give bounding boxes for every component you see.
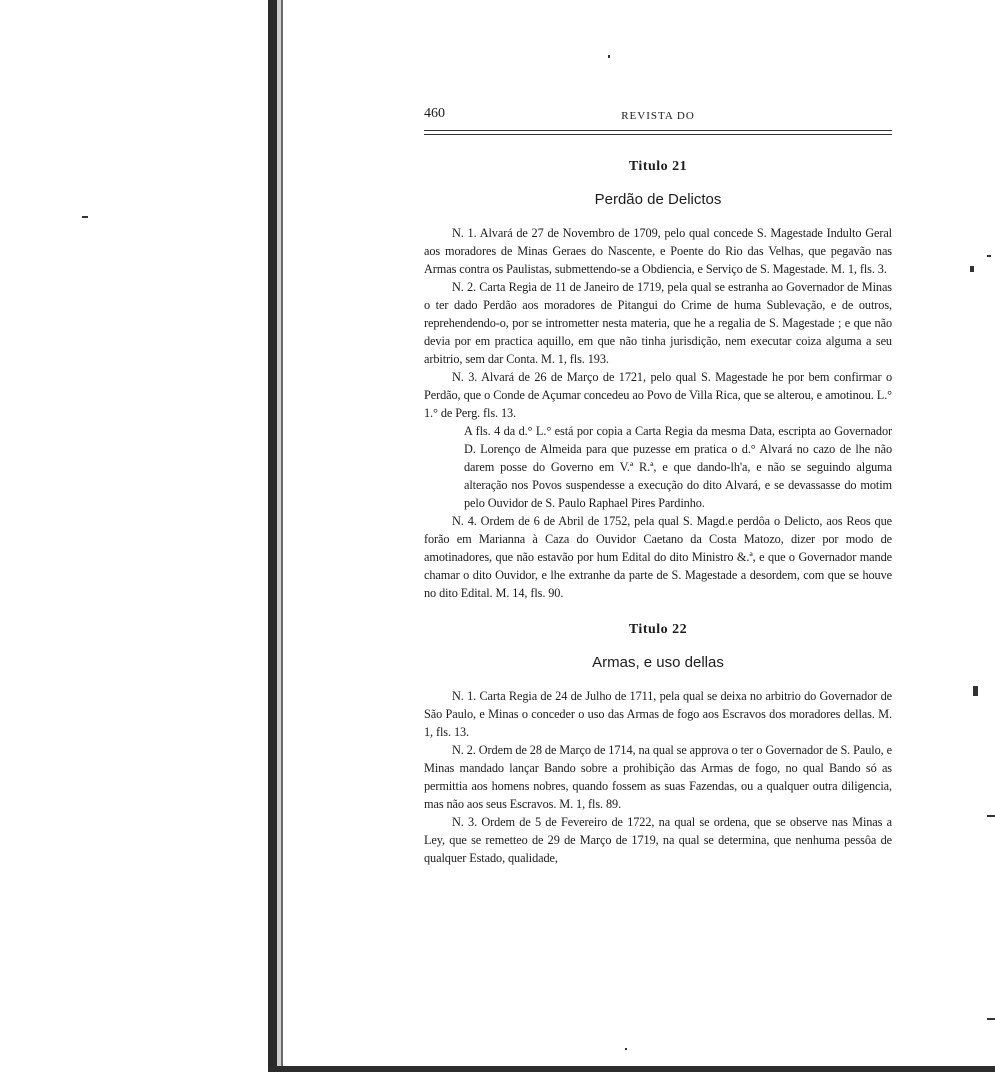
scan-speck: [625, 1048, 627, 1050]
book-gutter-shadow: [268, 0, 277, 1072]
scan-speck: [970, 266, 974, 272]
header-rule: [424, 130, 892, 135]
scan-speck: [82, 216, 88, 218]
scan-speck: [973, 686, 978, 696]
page-header: [424, 100, 892, 130]
book-gutter-edge: [281, 0, 283, 1072]
scan-bottom-edge: [268, 1066, 995, 1072]
section-title: Titulo 22: [628, 622, 688, 637]
scan-speck: [987, 1018, 995, 1020]
paragraph: N. 1. Carta Regia de 24 de Julho de 1711, pela qual se deixa no arbitrio do Governador de São Paulo, e Minas o conceder o uso das Armas de fogo aos Escravos dos moradores dellas. M. 1, fls. 13.: [424, 689, 892, 739]
section-subtitle: Perdão de Delictos: [594, 191, 722, 208]
blank-left-area: [0, 0, 268, 1072]
scan-speck: [987, 255, 991, 257]
paragraph: N. 4. Ordem de 6 de Abril de 1752, pela qual S. Magd.e perdôa o Delicto, aos Reos que forão em Marianna à Caza do Ouvidor Caetano da Costa Matozo, dizer por modo de amotinadores, que não estavão por hum Edital do dito Ministro &.ª, e que o Governador mande chamar o dito Ouvidor, e lhe extranhe da parte de S. Magestade a desordem, com que se houve no dito Edital. M. 14, fls. 90.: [424, 514, 892, 600]
scan-speck: [987, 815, 995, 817]
section-title: Titulo 21: [628, 159, 688, 174]
scan-speck: [608, 55, 610, 58]
document-page: [424, 100, 892, 867]
paragraph: N. 1. Alvará de 27 de Novembro de 1709, pelo qual concede S. Magestade Indulto Geral aos moradores de Minas Geraes do Nascente, e Poente do Rio das Velhas, que pegavão nas Armas contra os Paulistas, submettendo-se a Obdiencia, e Serviço de S. Magestade. M. 1, fls. 3.: [424, 226, 892, 276]
running-head: REVISTA DO: [621, 110, 695, 122]
page-number: 460: [424, 106, 445, 121]
paragraph: N. 2. Ordem de 28 de Março de 1714, na qual se approva o ter o Governador de S. Paulo, e Minas mandado lançar Bando sobre a prohibição das Armas de fogo, no qual Bando só as permittia aos homens nobres, quando fossem as suas Fazendas, ou a qualquer outra diligencia, mas não aos seus Escravos. M. 1, fls. 89.: [424, 743, 892, 811]
section-subtitle: Armas, e uso dellas: [592, 654, 724, 671]
paragraph: N. 3. Alvará de 26 de Março de 1721, pelo qual S. Magestade he por bem confirmar o Perdão, que o Conde de Açumar concedeu ao Povo de Villa Rica, que se alterou, e amotinou. L.° 1.° de Perg. fls. 13.: [424, 370, 892, 420]
paragraph: N. 3. Ordem de 5 de Fevereiro de 1722, na qual se ordena, que se observe nas Minas a Ley, que se remetteo de 29 de Março de 1719, na qual se determina, que nenhuma pessôa de qualquer Estado, qualidade,: [424, 815, 892, 865]
paragraph-note: A fls. 4 da d.° L.° está por copia a Carta Regia da mesma Data, escripta ao Governador D. Lorenço de Almeida para que puzesse em pratica o d.° Alvará no cazo de lhe não darem posse do Governo em V.ª R.ª, e que dando-lh'a, e não se seguindo alguma alteração nos Povos suspendesse a execução do dito Alvará, e se devassasse do motim pelo Ouvidor de S. Paulo Raphael Pires Pardinho.: [464, 424, 892, 510]
paragraph: N. 2. Carta Regia de 11 de Janeiro de 1719, pela qual se estranha ao Governador de Minas o ter dado Perdão aos moradores de Pitangui do Crime de huma Sublevação, e de outros, reprehendendo-o, por se intrometter nesta materia, que he a regalia de S. Magestade ; e que não devia por em practica aquillo, em que não tinha jurisdição, nem executar coiza alguma a seu arbitrio, sem dar Conta. M. 1, fls. 193.: [424, 280, 892, 366]
